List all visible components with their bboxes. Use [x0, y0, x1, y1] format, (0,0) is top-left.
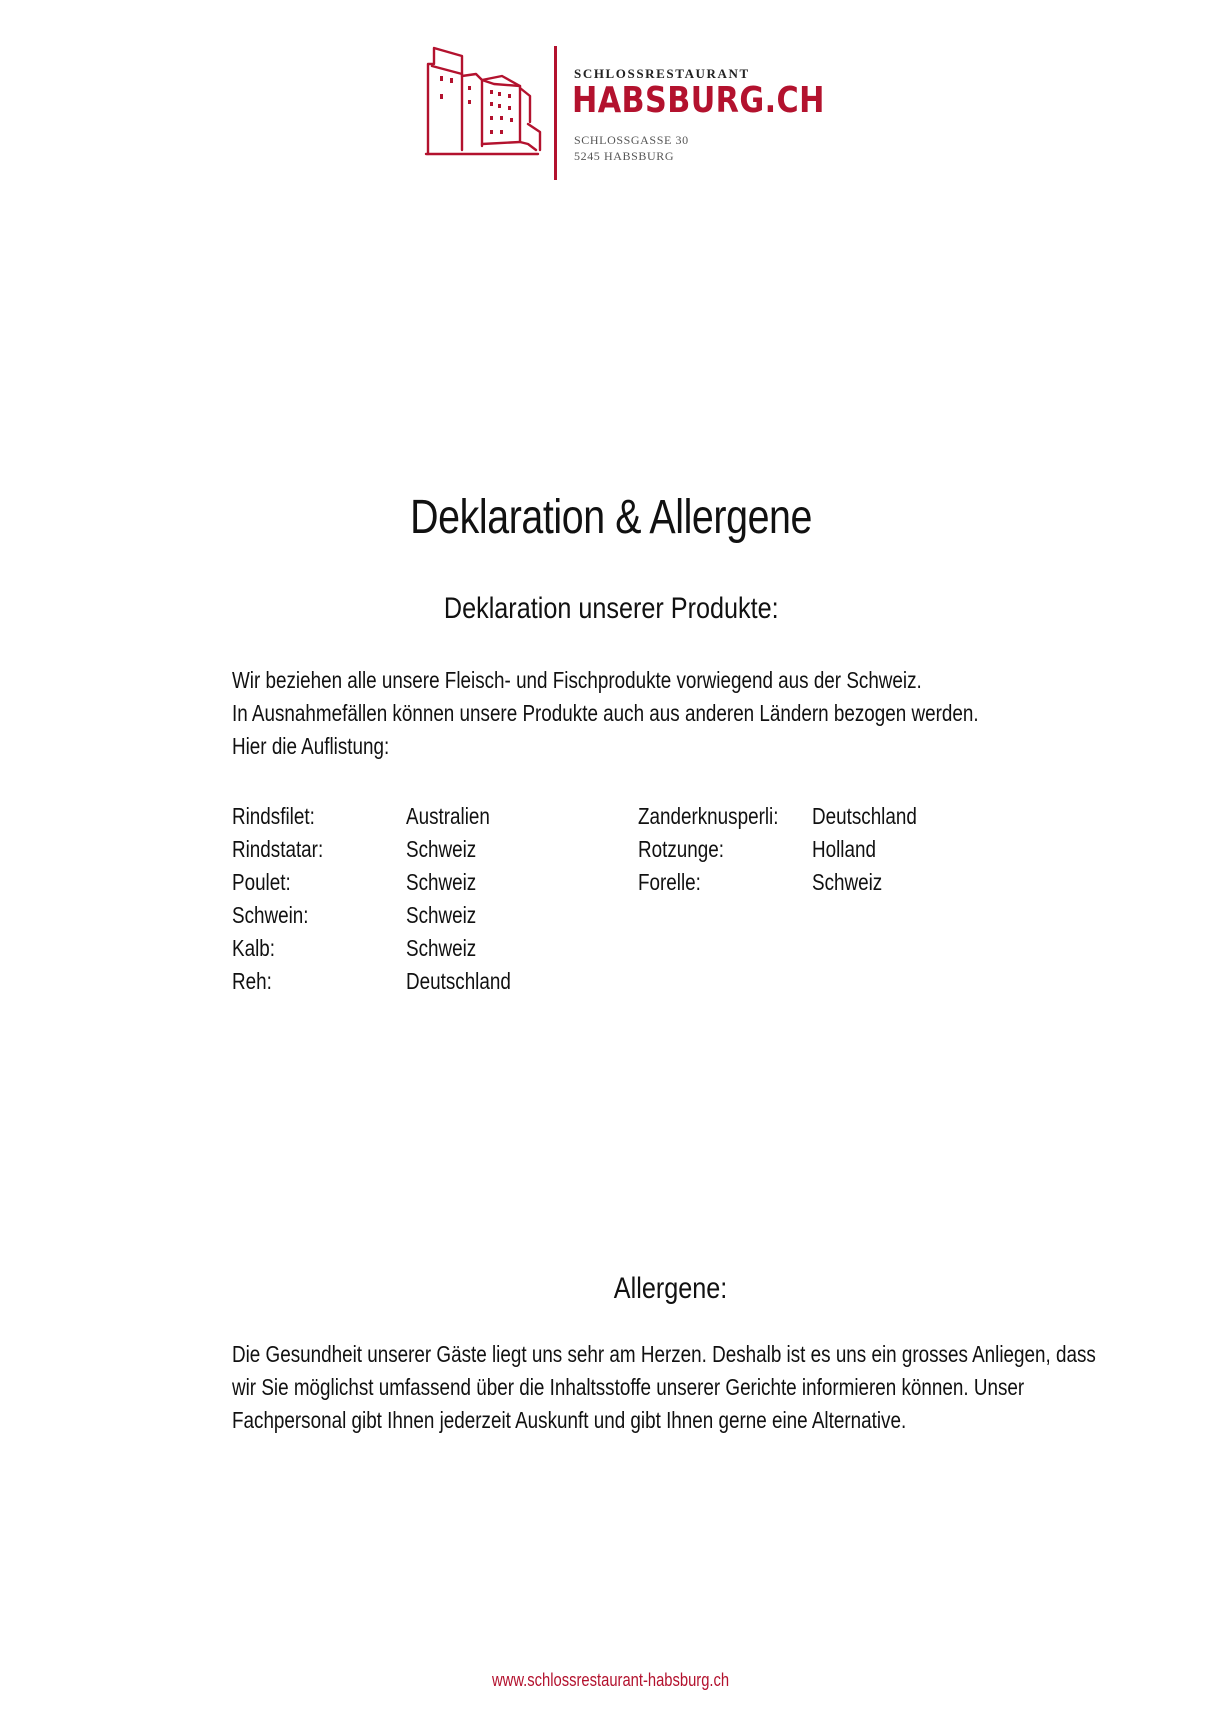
logo-address — [574, 132, 689, 164]
intro-line: Hier die Auflistung: — [232, 733, 390, 759]
allergens-heading: Allergene: — [614, 1272, 728, 1305]
intro-line: In Ausnahmefällen können unsere Produkte auch aus anderen Ländern bezogen werden. — [232, 700, 979, 726]
product-origin: Schweiz — [406, 935, 477, 961]
product-name: Reh: — [232, 968, 272, 994]
logo-divider — [554, 46, 557, 180]
product-origin: Australien — [406, 803, 490, 829]
product-name: Zanderknusperli: — [638, 803, 779, 829]
declaration-heading: Deklaration unserer Produkte: — [443, 592, 779, 625]
product-name: Rindstatar: — [232, 836, 324, 862]
address-city: 5245 HABSBURG — [574, 149, 675, 163]
restaurant-logo — [424, 44, 844, 184]
page-title: Deklaration & Allergene — [410, 491, 812, 544]
allergens-line: wir Sie möglichst umfassend über die Inhaltsstoffe unserer Gerichte informieren können. Unser — [232, 1374, 1025, 1400]
product-origin: Schweiz — [406, 836, 477, 862]
product-origin: Schweiz — [406, 869, 477, 895]
logo-subtitle: SCHLOSSRESTAURANT — [574, 66, 750, 81]
allergens-line: Fachpersonal gibt Ihnen jederzeit Auskunft und gibt Ihnen gerne eine Alternative. — [232, 1407, 907, 1433]
castle-icon — [424, 46, 542, 158]
intro-line: Wir beziehen alle unsere Fleisch- und Fischprodukte vorwiegend aus der Schweiz. — [232, 667, 922, 693]
product-name: Schwein: — [232, 902, 309, 928]
allergens-text — [232, 1338, 1132, 1437]
declaration-intro — [232, 664, 1132, 763]
address-street: SCHLOSSGASSE 30 — [574, 133, 689, 147]
allergens-line: Die Gesundheit unserer Gäste liegt uns sehr am Herzen. Deshalb ist es uns ein grosses Anliegen, dass — [232, 1341, 1096, 1367]
product-origin: Holland — [812, 836, 876, 862]
product-name: Rotzunge: — [638, 836, 724, 862]
logo-wordmark: HABSBURG.CH — [572, 80, 825, 121]
product-name: Kalb: — [232, 935, 275, 961]
product-origin: Deutschland — [812, 803, 917, 829]
product-origin: Schweiz — [812, 869, 883, 895]
product-name: Rindsfilet: — [232, 803, 315, 829]
product-origin: Deutschland — [406, 968, 511, 994]
product-name: Poulet: — [232, 869, 291, 895]
product-origin: Schweiz — [406, 902, 477, 928]
footer-url[interactable]: www.schlossrestaurant-habsburg.ch — [492, 1670, 730, 1690]
product-name: Forelle: — [638, 869, 701, 895]
